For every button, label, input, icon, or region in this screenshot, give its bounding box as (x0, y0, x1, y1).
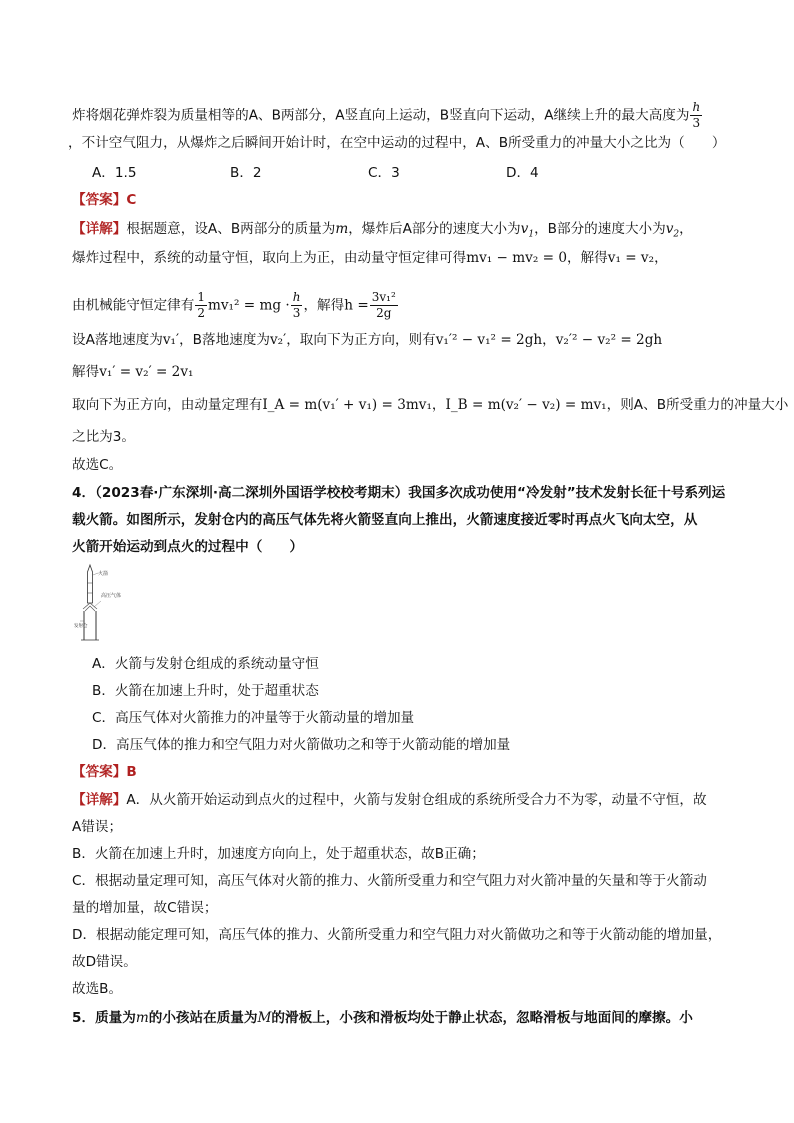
q3-option-d: D．4 (506, 165, 539, 181)
q3-options (92, 163, 644, 183)
impulse-b-equation: I_B = m(v₂′ − v₂) = mv₁ (445, 397, 607, 413)
q3-stem-text: 炸将烟花弹炸裂为质量相等的A、B两部分，A竖直向上运动，B竖直向下运动，A继续上升的最大高度为 (72, 107, 690, 124)
fraction-h-over-3: $\frac{h}{3}$ (692, 100, 701, 130)
label-gas: 高压气体 (101, 593, 122, 599)
label-silo: 发射仓 (74, 624, 88, 629)
q4-number: 4． (72, 485, 96, 501)
q4-option-a: A．火箭与发射仓组成的系统动量守恒 (92, 656, 319, 672)
rocket-body (88, 565, 93, 603)
impulse-a-equation: I_A = m(v₁′ + v₁) = 3mv₁ (262, 397, 432, 413)
q3-detail-line1: 【详解】根据题意，设A、B两部分的质量为m，爆炸后A部分的速度大小为$v_1$，B部分的速度大小为$v_2$， (72, 221, 693, 240)
q4-option-b: B．火箭在加速上升时，处于超重状态 (92, 683, 319, 699)
label-rocket: 火箭 (98, 571, 109, 577)
q5-stem-line1: 5．质量为m的小孩站在质量为M的滑板上，小孩和滑板均处于静止状态，忽略滑板与地面间的摩擦。小 (72, 1010, 693, 1026)
q3-detail-line7: 之比为3。 (72, 429, 136, 445)
q3-option-a: A．1.5 (92, 165, 137, 181)
q4-detail-a-line1: 【详解】A．从火箭开始运动到点火的过程中，火箭与发射仓组成的系统所受合力不为零，动量不守恒，故 (72, 792, 707, 808)
momentum-equation: mv₁ − mv₂ = 0 (466, 250, 567, 266)
q4-detail-d-line1: D．根据动能定理可知，高压气体的推力、火箭所受重力和空气阻力对火箭做功之和等于火箭动能的增加量， (72, 927, 722, 943)
q5-number: 5． (72, 1010, 96, 1026)
q4-stem-line1: 4．（2023春·广东深圳·高二深圳外国语学校校考期末）我国多次成功使用“冷发射”技术发射长征十号系列运 (72, 485, 726, 501)
q3-choose: 故选C。 (72, 457, 123, 473)
q4-detail-b: B．火箭在加速上升时，加速度方向向上，处于超重状态，故B正确； (72, 846, 485, 862)
q3-detail-line6: 取向下为正方向，由动量定理有I_A = m(v₁′ + v₁) = 3mv₁，I_B = m(v₂′ − v₂) = mv₁，则A、B所受重力的冲量大小 (72, 397, 789, 413)
q3-stem-line1 (72, 100, 703, 131)
exhaust-gas (83, 603, 97, 611)
q4-detail-c-line2: 量的增加量，故C错误； (72, 900, 218, 916)
q4-stem-line2: 载火箭。如图所示，发射仓内的高压气体先将火箭竖直向上推出，火箭速度接近零时再点火飞向太空，从 (72, 512, 698, 528)
q3-detail-line2: 爆炸过程中，系统的动量守恒，取向上为正，由动量守恒定律可得mv₁ − mv₂ = 0，解得v₁ = v₂， (72, 250, 668, 266)
q4-stem-line3: 火箭开始运动到点火的过程中（ ） (72, 539, 304, 555)
q4-option-c: C．高压气体对火箭推力的冲量等于火箭动量的增加量 (92, 710, 415, 726)
q4-detail-a-line2: A错误； (72, 819, 123, 835)
q4-answer: 【答案】B (72, 764, 137, 780)
q3-option-b: B．2 (230, 165, 262, 181)
q3-option-c: C．3 (368, 165, 400, 181)
energy-equation: mv₁² = mg · (207, 297, 290, 314)
q3-detail-line3: 由机械能守恒定律有 $\frac{1}{2}$ mv₁² = mg · $\frac{h}{3}$ ，解得h = $\frac{\text{3v₁²}}{2g}$ (72, 290, 396, 320)
q3-stem-line2: ，不计空气阻力，从爆炸之后瞬间开始计时，在空中运动的过程中，A、B所受重力的冲量大小之比为（ ） (68, 135, 726, 151)
q3-answer: 【答案】C (72, 192, 137, 208)
q4-option-d: D．高压气体的推力和空气阻力对火箭做功之和等于火箭动能的增加量 (92, 737, 511, 753)
q4-detail-c-line1: C．根据动量定理可知，高压气体对火箭的推力、火箭所受重力和空气阻力对火箭冲量的矢量和等于火箭动 (72, 873, 707, 889)
q4-detail-d-line2: 故D错误。 (72, 954, 137, 970)
q3-detail-line4: 设A落地速度为v₁′，B落地速度为v₂′，取向下为正方向，则有v₁′² − v₁² = 2gh，v₂′² − v₂² = 2gh (72, 332, 663, 348)
q3-detail-line5: 解得v₁′ = v₂′ = 2v₁ (72, 364, 194, 380)
rocket-silo-figure (74, 563, 124, 641)
q4-choose: 故选B。 (72, 981, 123, 997)
